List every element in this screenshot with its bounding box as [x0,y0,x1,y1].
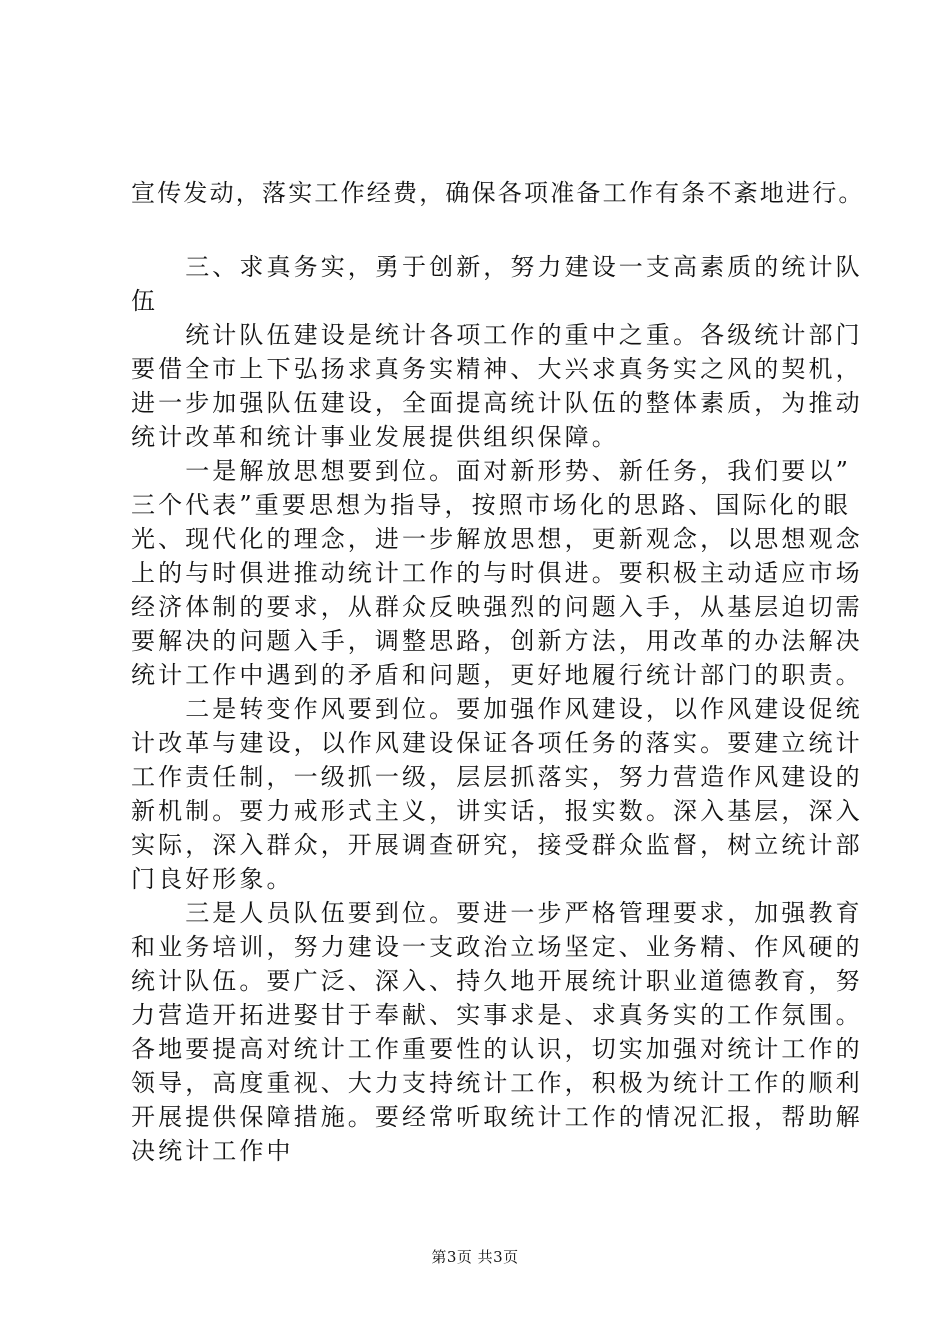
text-line: 三是人员队伍要到位。要进一步严格管理要求，加强教育 [131,899,863,927]
text-line: 新机制。要力戒形式主义，讲实话，报实数。深入基层，深入 [131,797,863,825]
text-line: 和业务培训，努力建设一支政治立场坚定、业务精、作风硬的 [131,933,863,961]
paragraph-gap [131,210,843,250]
text-line: 上的与时俱进推动统计工作的与时俱进。要积极主动适应市场 [131,559,863,587]
text-line: 三个代表”重要思想为指导，按照市场化的思路、国际化的眼 [131,491,851,519]
text-line: 开展提供保障措施。要经常听取统计工作的情况汇报，帮助解 [131,1103,863,1131]
text-line: 统计改革和统计事业发展提供组织保障。 [131,423,619,451]
page-number-footer: 第3页 共3页 [431,1248,519,1266]
text-line: 各地要提高对统计工作重要性的认识，切实加强对统计工作的 [131,1035,863,1063]
document-body [131,176,865,1168]
text-line: 力营造开拓进娶甘于奉献、实事求是、求真务实的工作氛围。 [131,1001,863,1029]
section-heading-line: 三、求真务实，勇于创新，努力建设一支高素质的统计队 [131,253,863,281]
text-line: 经济体制的要求，从群众反映强烈的问题入手，从基层迫切需 [131,593,863,621]
text-line: 光、现代化的理念，进一步解放思想，更新观念，以思想观念 [131,525,863,553]
text-line: 计改革与建设，以作风建设保证各项任务的落实。要建立统计 [131,729,863,757]
text-line: 门良好形象。 [131,865,294,893]
text-line: 领导，高度重视、大力支持统计工作，积极为统计工作的顺利 [131,1069,863,1097]
section-heading-line: 伍 [131,287,159,315]
text-line: 二是转变作风要到位。要加强作风建设，以作风建设促统 [131,695,863,723]
text-line: 决统计工作中 [131,1137,294,1165]
text-line: 工作责任制，一级抓一级，层层抓落实，努力营造作风建设的 [131,763,863,791]
text-line: 要解决的问题入手，调整思路，创新方法，用改革的办法解决 [131,627,863,655]
text-line: 实际，深入群众，开展调查研究，接受群众监督，树立统计部 [131,831,863,859]
text-line: 统计工作中遇到的矛盾和问题，更好地履行统计部门的职责。 [131,661,863,689]
text-line: 统计队伍。要广泛、深入、持久地开展统计职业道德教育，努 [131,967,863,995]
text-line: 要借全市上下弘扬求真务实精神、大兴求真务实之风的契机， [131,355,863,383]
text-line: 进一步加强队伍建设，全面提高统计队伍的整体素质，为推动 [131,389,863,417]
text-line: 一是解放思想要到位。面对新形势、新任务，我们要以” [131,457,851,485]
text-line: 宣传发动，落实工作经费，确保各项准备工作有条不紊地进行。 [131,179,865,207]
text-line: 统计队伍建设是统计各项工作的重中之重。各级统计部门 [131,321,863,349]
